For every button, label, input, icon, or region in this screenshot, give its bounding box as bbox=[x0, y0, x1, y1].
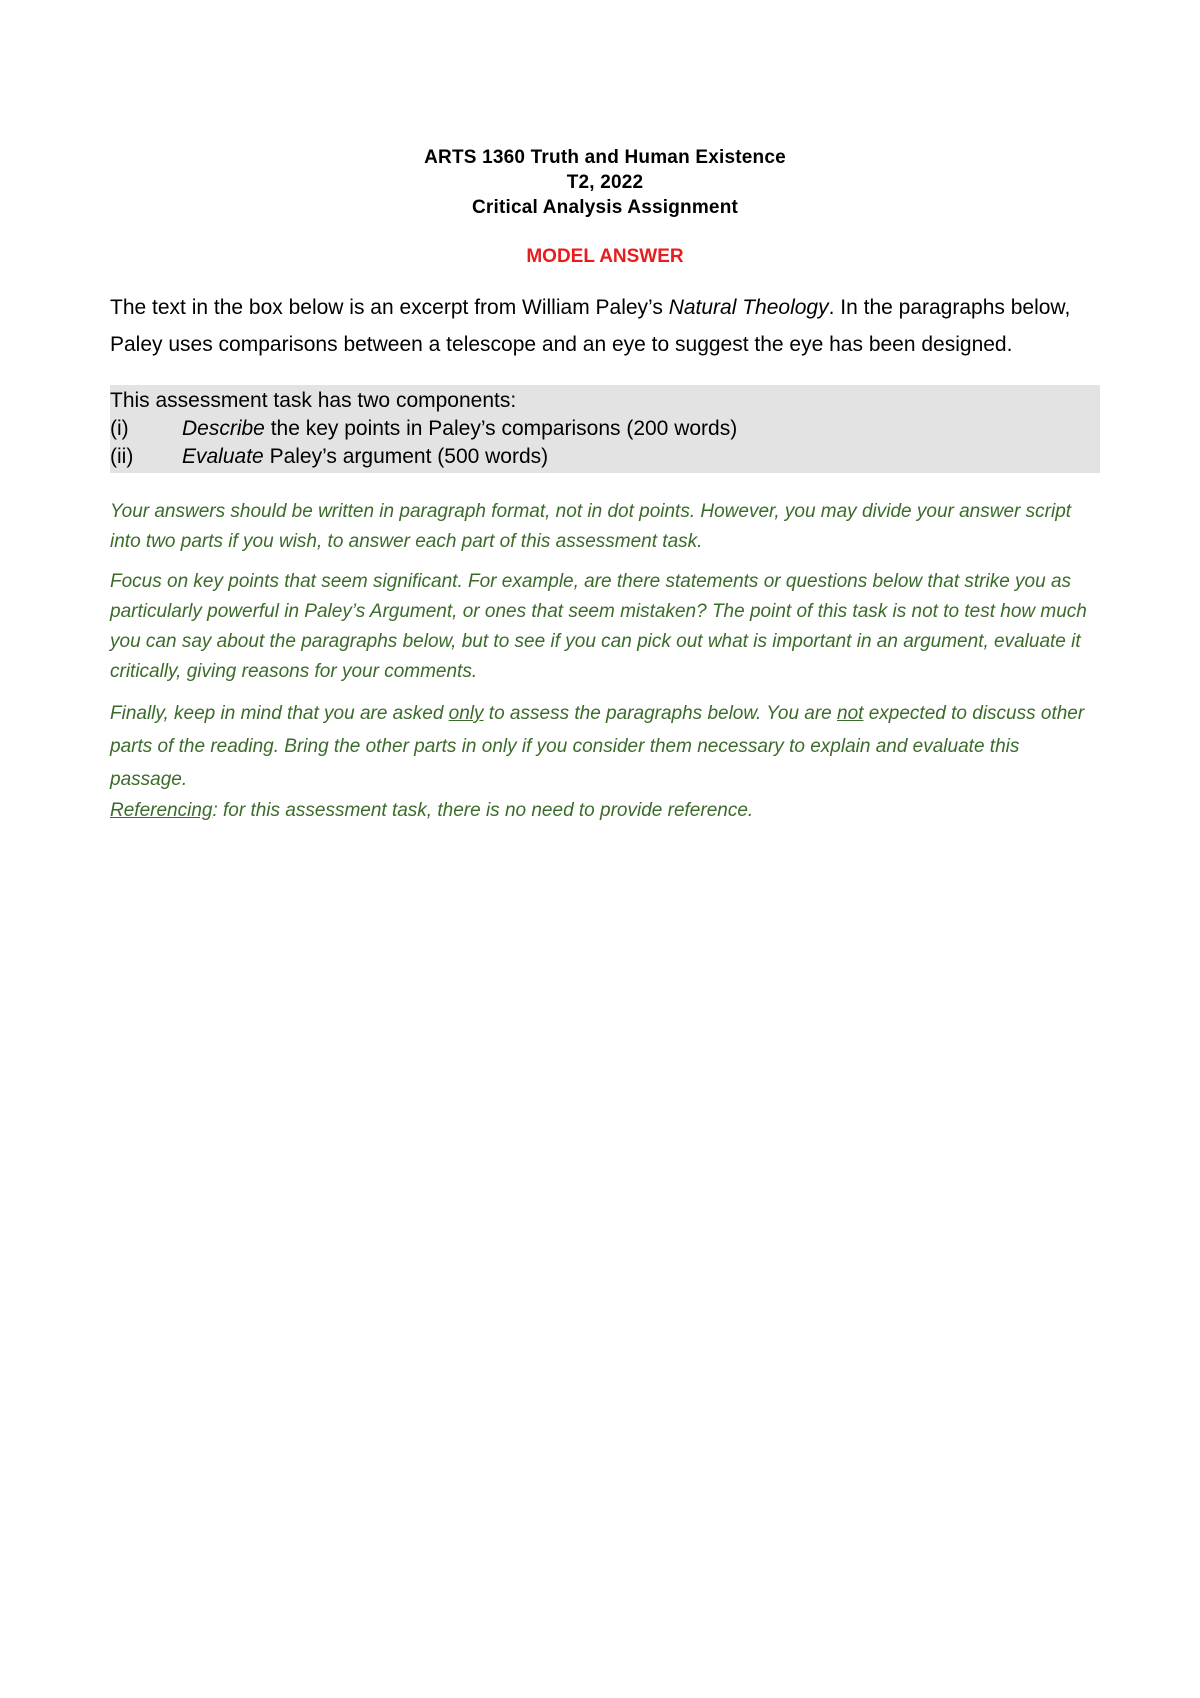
task-item-text: Paley’s argument (500 words) bbox=[263, 445, 549, 468]
intro-paragraph bbox=[110, 289, 1100, 363]
document-header bbox=[110, 145, 1100, 220]
scope-text-a: Finally, keep in mind that you are asked bbox=[110, 703, 449, 724]
intro-text-end: . In the paragraphs below, Paley uses comparisons between a telescope and an eye to suggest the eye has been designed. bbox=[110, 296, 1071, 356]
task-item bbox=[110, 443, 1100, 471]
course-title: ARTS 1360 Truth and Human Existence bbox=[424, 147, 786, 168]
instruction-paragraph-focus: Focus on key points that seem significant. For example, are there statements or questions below that strike you as particularly powerful in Paley’s Argument, or ones that seem mistaken? The point of this task is not to test how much you can say about the paragraphs below, but to see if you can pick out what is important in an argument, evaluate it critically, giving reasons for your comments. bbox=[110, 571, 1087, 682]
task-item-text: the key points in Paley’s comparisons (200 words) bbox=[264, 417, 738, 440]
instruction-paragraph-scope bbox=[110, 697, 1100, 796]
instructions bbox=[110, 497, 1100, 826]
document-content bbox=[110, 145, 1100, 836]
scope-text-c: expected to discuss other parts of the reading. Bring the other parts in only if you consider them necessary to explain and evaluate this passage. bbox=[110, 703, 1085, 790]
assignment-title: Critical Analysis Assignment bbox=[471, 197, 739, 218]
intro-text-start: The text in the box below is an excerpt from William Paley’s bbox=[110, 296, 669, 319]
task-box-heading: This assessment task has two components: bbox=[110, 389, 517, 412]
task-item-number: (ii) bbox=[110, 445, 134, 468]
book-title: Natural Theology bbox=[668, 296, 829, 319]
task-item bbox=[110, 415, 1100, 443]
emphasis-only: only bbox=[448, 703, 484, 724]
task-item-verb: Describe bbox=[182, 417, 265, 440]
instruction-referencing bbox=[110, 796, 1100, 826]
scope-text-b: to assess the paragraphs below. You are bbox=[483, 703, 838, 724]
task-box bbox=[110, 385, 1100, 473]
emphasis-not: not bbox=[837, 703, 864, 724]
term-line: T2, 2022 bbox=[566, 172, 644, 193]
task-item-verb: Evaluate bbox=[182, 445, 264, 468]
instruction-paragraph-format: Your answers should be written in paragraph format, not in dot points. However, you may divide your answer script into two parts if you wish, to answer each part of this assessment task. bbox=[110, 501, 1072, 552]
referencing-text: : for this assessment task, there is no need to provide reference. bbox=[212, 800, 754, 821]
referencing-label: Referencing bbox=[110, 800, 213, 821]
task-item-number: (i) bbox=[110, 417, 129, 440]
model-answer-label: MODEL ANSWER bbox=[526, 246, 684, 267]
